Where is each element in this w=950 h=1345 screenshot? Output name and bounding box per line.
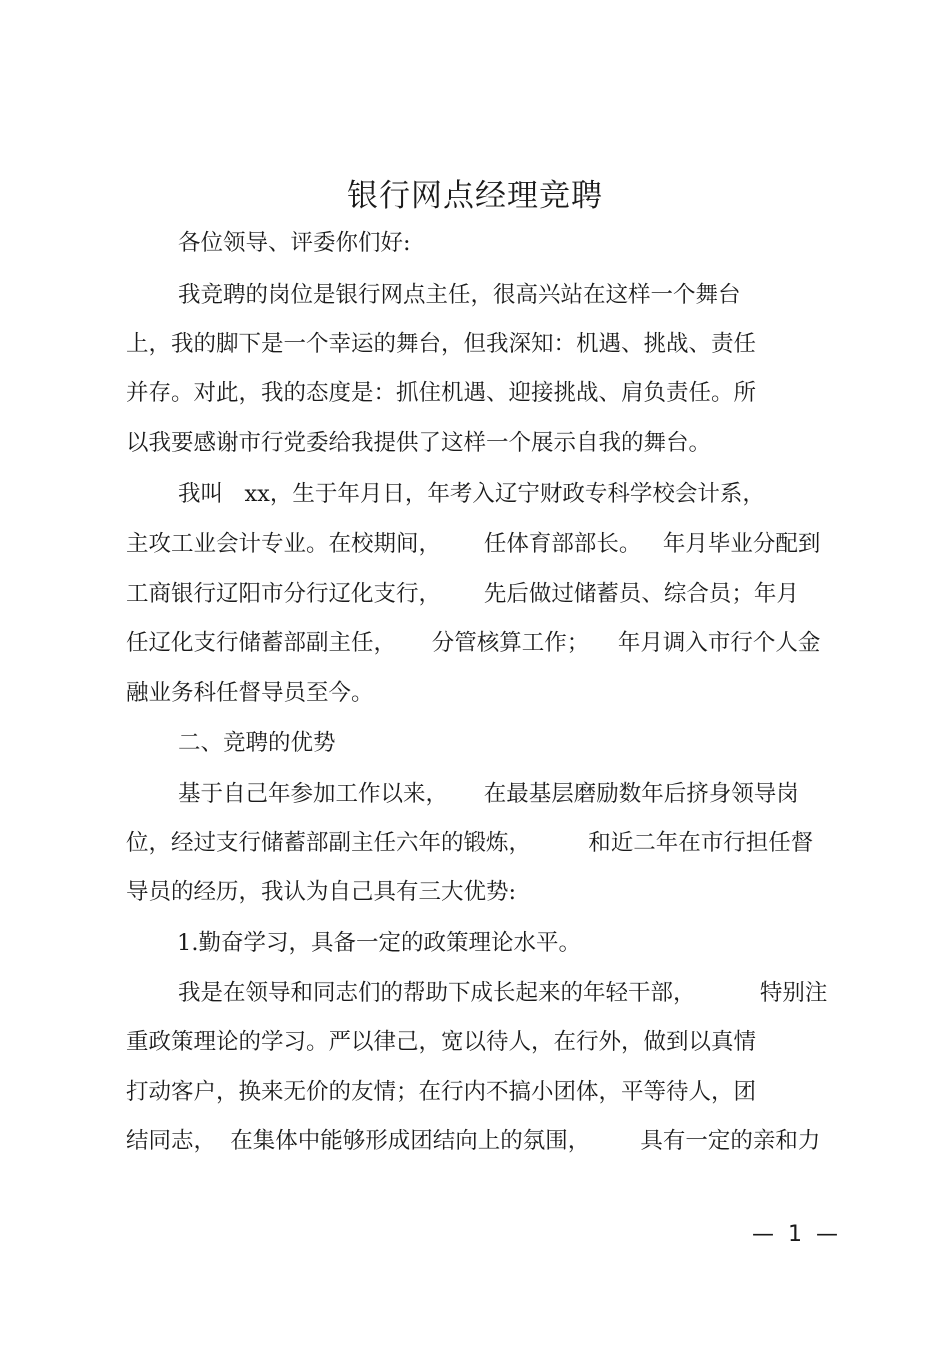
paragraph-line: 结同志， 在集体中能够形成团结向上的氛围， 具有一定的亲和力 [126, 1128, 821, 1154]
paragraph-line: 我竞聘的岗位是银行网点主任，很高兴站在这样一个舞台 [178, 282, 741, 308]
paragraph-line: 重政策理论的学习。严以律己，宽以待人，在行外，做到以真情 [126, 1029, 757, 1055]
paragraph-line: 并存。对此，我的态度是：抓住机遇、迎接挑战、肩负责任。所 [126, 380, 757, 406]
paragraph-line: 位，经过支行储蓄部副主任六年的锻炼， 和近二年在市行担任督 [126, 830, 814, 856]
paragraph-line: 主攻工业会计专业。在校期间， 任体育部部长。 年月毕业分配到 [126, 531, 821, 557]
paragraph-line: 以我要感谢市行党委给我提供了这样一个展示自我的舞台。 [126, 430, 712, 456]
greeting-line: 各位领导、评委你们好: [178, 230, 411, 256]
section-heading: 二、竞聘的优势 [178, 730, 336, 756]
paragraph-line: 导员的经历，我认为自己具有三大优势: [126, 879, 517, 905]
paragraph-line: 任辽化支行储蓄部副主任， 分管核算工作； 年月调入市行个人金 [126, 630, 821, 656]
paragraph-line: 上，我的脚下是一个幸运的舞台，但我深知：机遇、挑战、责任 [126, 331, 757, 357]
paragraph-line: 基于自己年参加工作以来， 在最基层磨励数年后挤身领导岗 [178, 781, 799, 807]
paragraph-line: 我叫 xx，生于年月日，年考入辽宁财政专科学校会计系， [178, 481, 765, 507]
paragraph-line: 融业务科任督导员至今。 [126, 680, 374, 706]
paragraph-line: 打动客户，换来无价的友情；在行内不搞小团体，平等待人，团 [126, 1079, 757, 1105]
paragraph-line: 我是在领导和同志们的帮助下成长起来的年轻干部， 特别注 [178, 980, 828, 1006]
subsection-heading: 1.勤奋学习，具备一定的政策理论水平。 [177, 930, 581, 956]
document-title: 银行网点经理竞聘 [347, 178, 603, 214]
paragraph-line: 工商银行辽阳市分行辽化支行， 先后做过储蓄员、综合员；年月 [126, 581, 799, 607]
page-number: — 1 — [752, 1222, 838, 1247]
